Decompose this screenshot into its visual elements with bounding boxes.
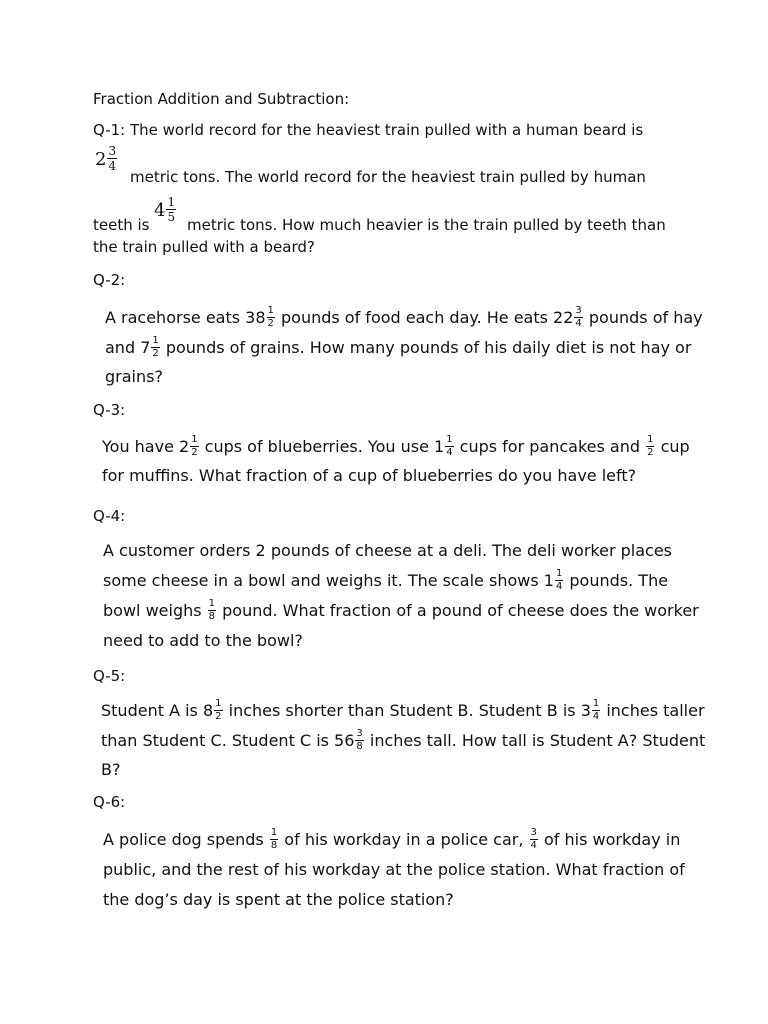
fraction: $\frac{1}{2}$ bbox=[267, 305, 274, 329]
q5-line-2: than Student C. Student C is 56 $\frac{3}{8}$ inches tall. How tall is Student A? Student bbox=[101, 728, 706, 752]
fraction: $\frac{1}{2}$ bbox=[647, 434, 654, 458]
fraction: $\frac{3}{4}$ bbox=[575, 305, 582, 329]
q4-line-4: need to add to the bowl? bbox=[103, 631, 303, 650]
q1-line-4: the train pulled with a beard? bbox=[93, 238, 315, 256]
q3-line-1: You have 2 $\frac{1}{2}$ cups of blueberries. You use 1 $\frac{1}{4}$ cups for pancakes and $\frac{1}{2}$ cup bbox=[102, 434, 690, 458]
q1-mixed-number-1: 2 $\frac{3}{4}$ bbox=[95, 144, 117, 173]
q1-line-1: Q-1: The world record for the heaviest train pulled with a human beard is bbox=[93, 121, 644, 139]
q3-label: Q-3: bbox=[93, 401, 126, 419]
q6-line-3: the dog’s day is spent at the police station? bbox=[103, 890, 454, 909]
q6-label: Q-6: bbox=[93, 793, 126, 811]
q2-line-1: A racehorse eats 38 $\frac{1}{2}$ pounds of food each day. He eats 22 $\frac{3}{4}$ pounds of hay bbox=[105, 305, 703, 329]
fraction: $\frac{1}{2}$ bbox=[152, 335, 159, 359]
q4-line-1: A customer orders 2 pounds of cheese at a deli. The deli worker places bbox=[103, 541, 672, 560]
q2-line-2: and 7 $\frac{1}{2}$ pounds of grains. How many pounds of his daily diet is not hay or bbox=[105, 335, 692, 359]
q1-line-3-start: teeth is bbox=[93, 216, 150, 234]
fraction: $\frac{1}{8}$ bbox=[208, 598, 216, 622]
q4-label: Q-4: bbox=[93, 507, 126, 525]
fraction: $\frac{1}{4}$ bbox=[555, 568, 563, 592]
fraction: $\frac{3}{8}$ bbox=[356, 728, 363, 752]
q1-mixed-number-2: 4 $\frac{1}{5}$ bbox=[154, 195, 176, 224]
fraction: $\frac{1}{4}$ bbox=[446, 434, 453, 458]
q2-label: Q-2: bbox=[93, 271, 126, 289]
q3-line-2: for muffins. What fraction of a cup of blueberries do you have left? bbox=[102, 466, 637, 485]
fraction: $\frac{3}{4}$ bbox=[108, 144, 117, 173]
q1-line-2: metric tons. The world record for the heaviest train pulled by human bbox=[130, 168, 646, 186]
fraction: $\frac{3}{4}$ bbox=[530, 827, 537, 851]
q6-line-1: A police dog spends $\frac{1}{8}$ of his workday in a police car, $\frac{3}{4}$ of his workday in bbox=[103, 827, 681, 851]
q5-line-3: B? bbox=[101, 760, 121, 779]
fraction: $\frac{1}{8}$ bbox=[270, 827, 278, 851]
q1-line-3-end: metric tons. How much heavier is the train pulled by teeth than bbox=[187, 216, 666, 234]
q2-line-3: grains? bbox=[105, 367, 163, 386]
fraction: $\frac{1}{4}$ bbox=[592, 698, 600, 722]
q6-line-2: public, and the rest of his workday at the police station. What fraction of bbox=[103, 860, 685, 879]
q5-line-1: Student A is 8 $\frac{1}{2}$ inches shorter than Student B. Student B is 3 $\frac{1}{4}$ inches taller bbox=[101, 698, 705, 722]
q5-label: Q-5: bbox=[93, 667, 126, 685]
fraction: $\frac{1}{2}$ bbox=[191, 434, 198, 458]
fraction: $\frac{1}{2}$ bbox=[215, 698, 222, 722]
fraction: $\frac{1}{5}$ bbox=[167, 195, 176, 224]
q4-line-3: bowl weighs $\frac{1}{8}$ pound. What fraction of a pound of cheese does the worker bbox=[103, 598, 699, 622]
q4-line-2: some cheese in a bowl and weighs it. The scale shows 1 $\frac{1}{4}$ pounds. The bbox=[103, 568, 669, 592]
worksheet-title: Fraction Addition and Subtraction: bbox=[93, 90, 350, 108]
